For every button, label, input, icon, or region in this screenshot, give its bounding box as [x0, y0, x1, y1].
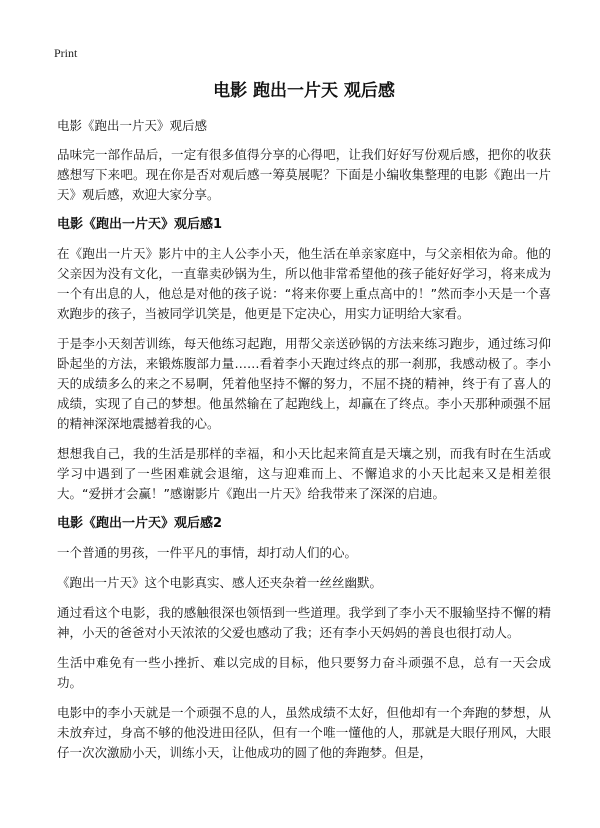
article [57, 80, 551, 773]
section2-paragraph: 《跑出一片天》这个电影真实、感人还夹杂着一丝丝幽默。 [57, 575, 383, 590]
section1-paragraph: 想想我自己，我的生活是那样的幸福，和小天比起来简直是天壤之别，而我有时在生活或学习中遇到了一些困难就会退缩，这与迎难而上、不懈追求的小天比起来又是相差很大。“爱拼才会赢！”感谢影片《跑出一片天》给我带来了深深的启迪。 [57, 446, 551, 501]
page-title: 电影 跑出一片天 观后感 [213, 81, 395, 101]
print-link[interactable]: Print [54, 46, 78, 60]
section1-paragraph: 在《跑出一片天》影片中的主人公李小天，他生活在单亲家庭中，与父亲相依为命。他的父亲因为没有文化，一直靠卖砂锅为生，所以他非常希望他的孩子能好好学习，将来成为一个有出息的人，他总是对他的孩子说：“将来你要上重点高中的！”然而李小天是一个喜欢跑步的孩子，当被同学讥笑是，他更是下定决心，用实力证明给大家看。 [57, 246, 551, 321]
section2-paragraph: 通过看这个电影，我的感触很深也领悟到一些道理。我学到了李小天不服输坚持不懈的精神，小天的爸爸对小天浓浓的父爱也感动了我；还有李小天妈妈的善良也很打动人。 [57, 605, 551, 640]
section-heading-2: 电影《跑出一片天》观后感2 [57, 516, 223, 531]
article-subtitle: 电影《跑出一片天》观后感 [57, 118, 208, 133]
intro-paragraph: 品味完一部作品后，一定有很多值得分享的心得吧，让我们好好写份观后感，把你的收获感想写下来吧。现在你是否对观后感一筹莫展呢？下面是小编收集整理的电影《跑出一片天》观后感，欢迎大家分享。 [57, 147, 551, 202]
section2-paragraph: 生活中难免有一些小挫折、难以完成的目标，他只要努力奋斗顽强不息，总有一天会成功。 [57, 655, 551, 690]
section2-paragraph: 一个普通的男孩，一件平凡的事情，却打动人们的心。 [57, 545, 358, 560]
section-heading-1: 电影《跑出一片天》观后感1 [57, 217, 223, 232]
section2-paragraph: 电影中的李小天就是一个顽强不息的人，虽然成绩不太好，但他却有一个奔跑的梦想，从未放弃过，身高不够的他没进田径队，但有一个唯一懂他的人，那就是大眼仔刑风，大眼仔一次次激励小天，训练小天，让他成功的圆了他的奔跑梦。但是， [57, 705, 551, 760]
section1-paragraph: 于是李小天刻苦训练，每天他练习起跑，用帮父亲送砂锅的方法来练习跑步，通过练习仰卧起坐的方法，来锻炼腹部力量……看着李小天跑过终点的那一刹那，我感动极了。李小天的成绩多么的来之不易啊，凭着他坚持不懈的努力，不屈不挠的精神，终于有了喜人的成绩，实现了自己的梦想。他虽然输在了起跑线上，却赢在了终点。李小天那种顽强不屈的精神深深地震撼着我的心。 [57, 336, 551, 431]
